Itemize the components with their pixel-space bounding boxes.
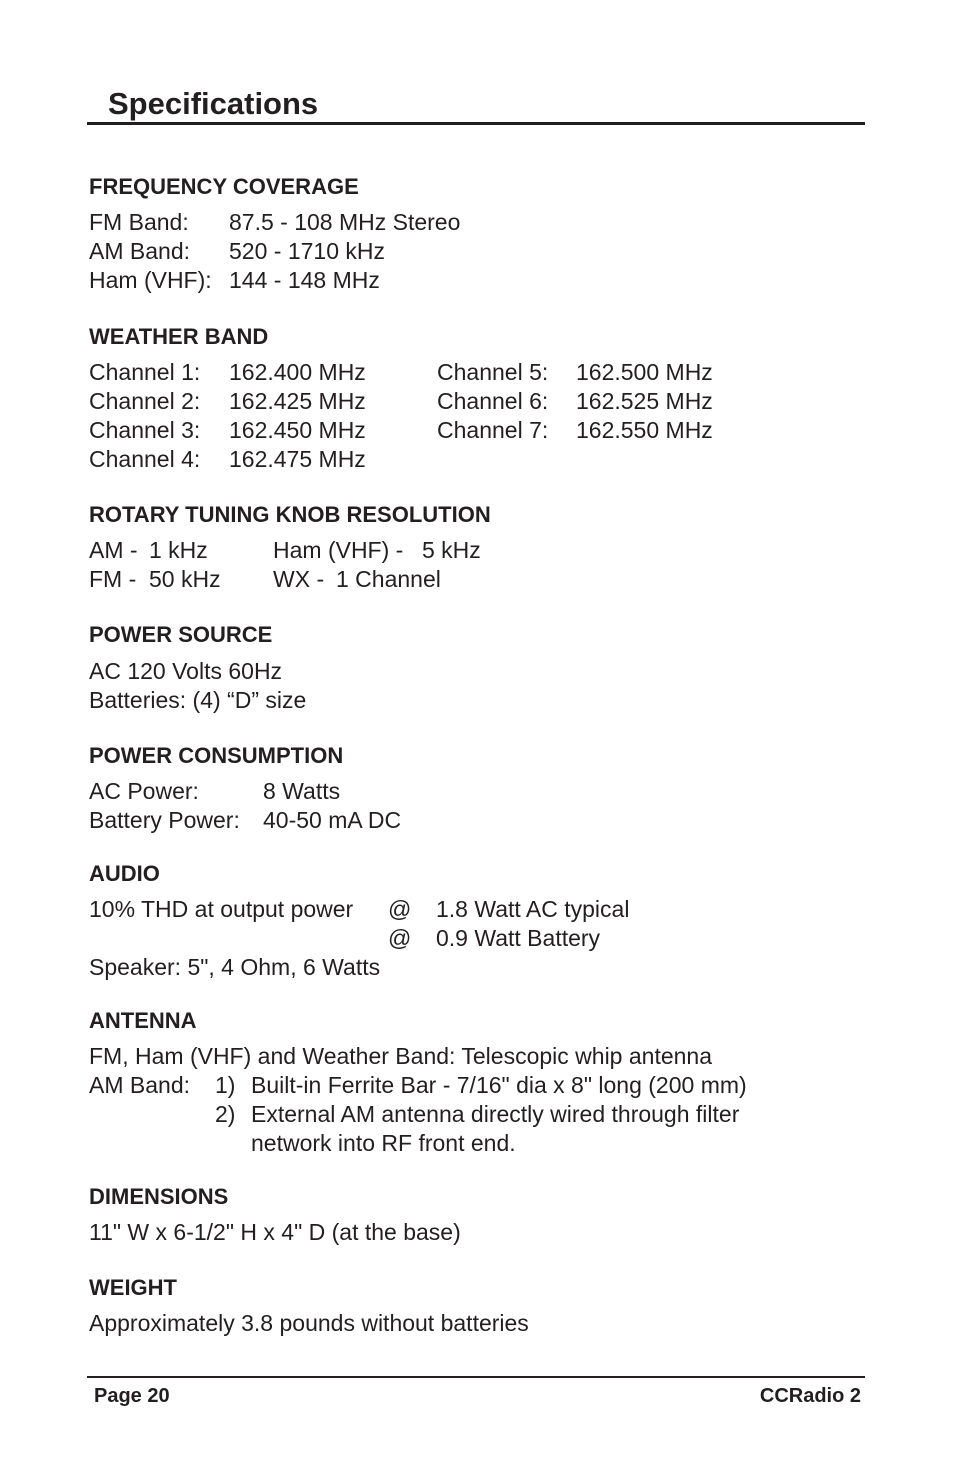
weather-heading: WEATHER BAND — [89, 324, 269, 349]
weather-channel-label: Channel 1: — [89, 359, 201, 385]
rotary-value-ham: 5 kHz — [422, 537, 481, 563]
footer-page-number: Page 20 — [94, 1385, 170, 1407]
audio-heading: AUDIO — [89, 861, 160, 886]
weather-channel-value: 162.500 MHz — [576, 359, 713, 385]
rotary-band-wx: WX - — [273, 566, 325, 592]
audio-speaker: Speaker: 5", 4 Ohm, 6 Watts — [89, 954, 381, 980]
audio-thd-label: 10% THD at output power — [89, 896, 354, 922]
audio-at-symbol: @ — [388, 925, 412, 951]
weather-channel-label: Channel 2: — [89, 388, 201, 414]
dimensions-value: 11" W x 6-1/2" H x 4" D (at the base) — [89, 1219, 461, 1245]
footer-product-name: CCRadio 2 — [759, 1385, 861, 1407]
antenna-fm-line: FM, Ham (VHF) and Weather Band: Telescopic whip antenna — [89, 1043, 712, 1069]
weather-channel-value: 162.550 MHz — [576, 417, 713, 443]
antenna-item-text: Built-in Ferrite Bar - 7/16" dia x 8" long (200 mm) — [251, 1072, 747, 1098]
rotary-value-fm: 50 kHz — [149, 566, 221, 592]
weather-channel-label: Channel 3: — [89, 417, 201, 443]
antenna-item-text: External AM antenna directly wired through filter — [251, 1101, 740, 1127]
antenna-item-number: 1) — [215, 1072, 236, 1098]
frequency-value-am: 520 - 1710 kHz — [229, 238, 385, 264]
weather-channel-label: Channel 5: — [437, 359, 549, 385]
frequency-value-fm: 87.5 - 108 MHz Stereo — [229, 209, 461, 235]
weight-heading: WEIGHT — [89, 1275, 177, 1300]
weather-channel-label: Channel 7: — [437, 417, 549, 443]
rotary-band-ham: Ham (VHF) - — [273, 537, 404, 563]
frequency-label-ham: Ham (VHF): — [89, 267, 212, 293]
rotary-value-am: 1 kHz — [149, 537, 208, 563]
weather-channel-value: 162.475 MHz — [229, 446, 366, 472]
antenna-item-text: network into RF front end. — [251, 1130, 516, 1156]
frequency-label-am: AM Band: — [89, 238, 190, 264]
weather-channel-label: Channel 6: — [437, 388, 549, 414]
footer-rule — [87, 1376, 865, 1378]
antenna-heading: ANTENNA — [89, 1008, 197, 1033]
weather-channel-value: 162.450 MHz — [229, 417, 366, 443]
weather-channel-label: Channel 4: — [89, 446, 201, 472]
power-consumption-value: 40-50 mA DC — [263, 807, 402, 833]
weather-channel-value: 162.525 MHz — [576, 388, 713, 414]
rotary-band-fm: FM - — [89, 566, 137, 592]
antenna-item-number: 2) — [215, 1101, 236, 1127]
power-source-line: Batteries: (4) “D” size — [89, 687, 307, 713]
audio-output-ac: 1.8 Watt AC typical — [436, 896, 630, 922]
weather-channel-value: 162.400 MHz — [229, 359, 366, 385]
frequency-heading: FREQUENCY COVERAGE — [89, 174, 359, 199]
frequency-label-fm: FM Band: — [89, 209, 189, 235]
antenna-am-label: AM Band: — [89, 1072, 190, 1098]
page-title: Specifications — [108, 86, 319, 121]
power-source-line: AC 120 Volts 60Hz — [89, 658, 283, 684]
rotary-band-am: AM - — [89, 537, 138, 563]
power-consumption-label: Battery Power: — [89, 807, 240, 833]
weight-value: Approximately 3.8 pounds without batteries — [89, 1310, 529, 1336]
power-consumption-value: 8 Watts — [263, 778, 341, 804]
rotary-heading: ROTARY TUNING KNOB RESOLUTION — [89, 502, 491, 527]
dimensions-heading: DIMENSIONS — [89, 1184, 229, 1209]
power-consumption-label: AC Power: — [89, 778, 199, 804]
frequency-value-ham: 144 - 148 MHz — [229, 267, 380, 293]
rotary-value-wx: 1 Channel — [336, 566, 441, 592]
power-source-heading: POWER SOURCE — [89, 622, 273, 647]
audio-output-battery: 0.9 Watt Battery — [436, 925, 601, 951]
audio-at-symbol: @ — [388, 896, 412, 922]
power-consumption-heading: POWER CONSUMPTION — [89, 743, 344, 768]
weather-channel-value: 162.425 MHz — [229, 388, 366, 414]
title-rule — [87, 122, 865, 125]
